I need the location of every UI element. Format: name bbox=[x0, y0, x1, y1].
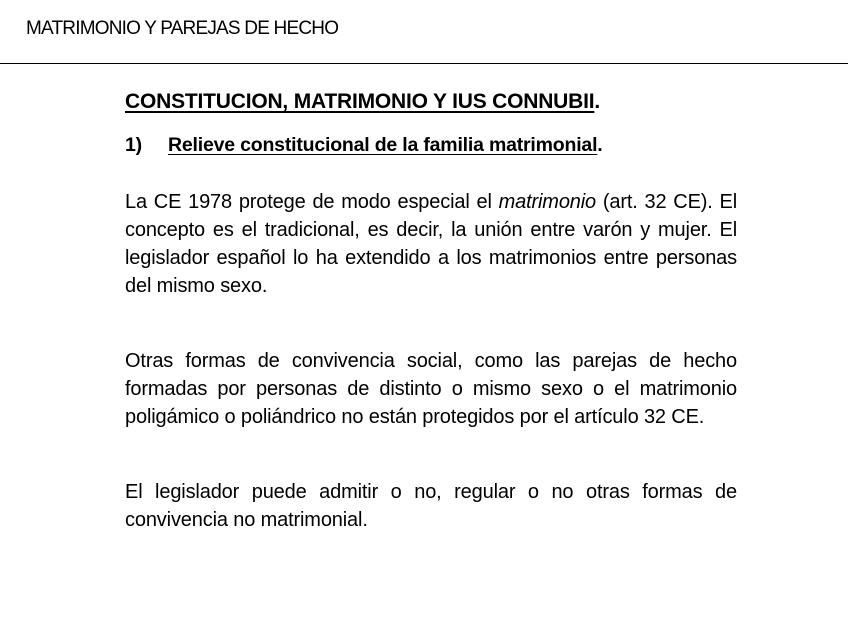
section-heading bbox=[125, 134, 737, 157]
main-heading-text: CONSTITUCION, MATRIMONIO Y IUS CONNUBII bbox=[125, 90, 595, 113]
paragraph-1-after: (art. 32 CE). El concepto es el tradicional, es decir, la unión entre varón y mujer. El legislador español lo ha extendido a los matrimonios entre personas del mismo sexo. bbox=[125, 191, 738, 297]
paragraph-1 bbox=[125, 188, 737, 300]
main-heading-period: . bbox=[594, 90, 601, 113]
paragraph-1-before: La CE 1978 protege de modo especial el bbox=[125, 191, 499, 213]
main-content bbox=[125, 90, 737, 534]
main-heading bbox=[125, 90, 737, 114]
section-title-period: . bbox=[597, 134, 603, 156]
page-header-title: MATRIMONIO Y PAREJAS DE HECHO bbox=[26, 18, 339, 39]
section-number: 1) bbox=[125, 134, 142, 156]
section-title: Relieve constitucional de la familia matrimonial bbox=[168, 134, 598, 156]
header-divider bbox=[0, 63, 848, 64]
paragraph-2: Otras formas de convivencia social, como las parejas de hecho formadas por personas de distinto o mismo sexo o el matrimonio poligámico o poliándrico no están protegidos por el artículo 32 CE. bbox=[125, 350, 737, 428]
paragraph-3: El legislador puede admitir o no, regular o no otras formas de convivencia no matrimonial. bbox=[125, 481, 737, 531]
paragraph-1-emphasis: matrimonio bbox=[498, 191, 597, 213]
